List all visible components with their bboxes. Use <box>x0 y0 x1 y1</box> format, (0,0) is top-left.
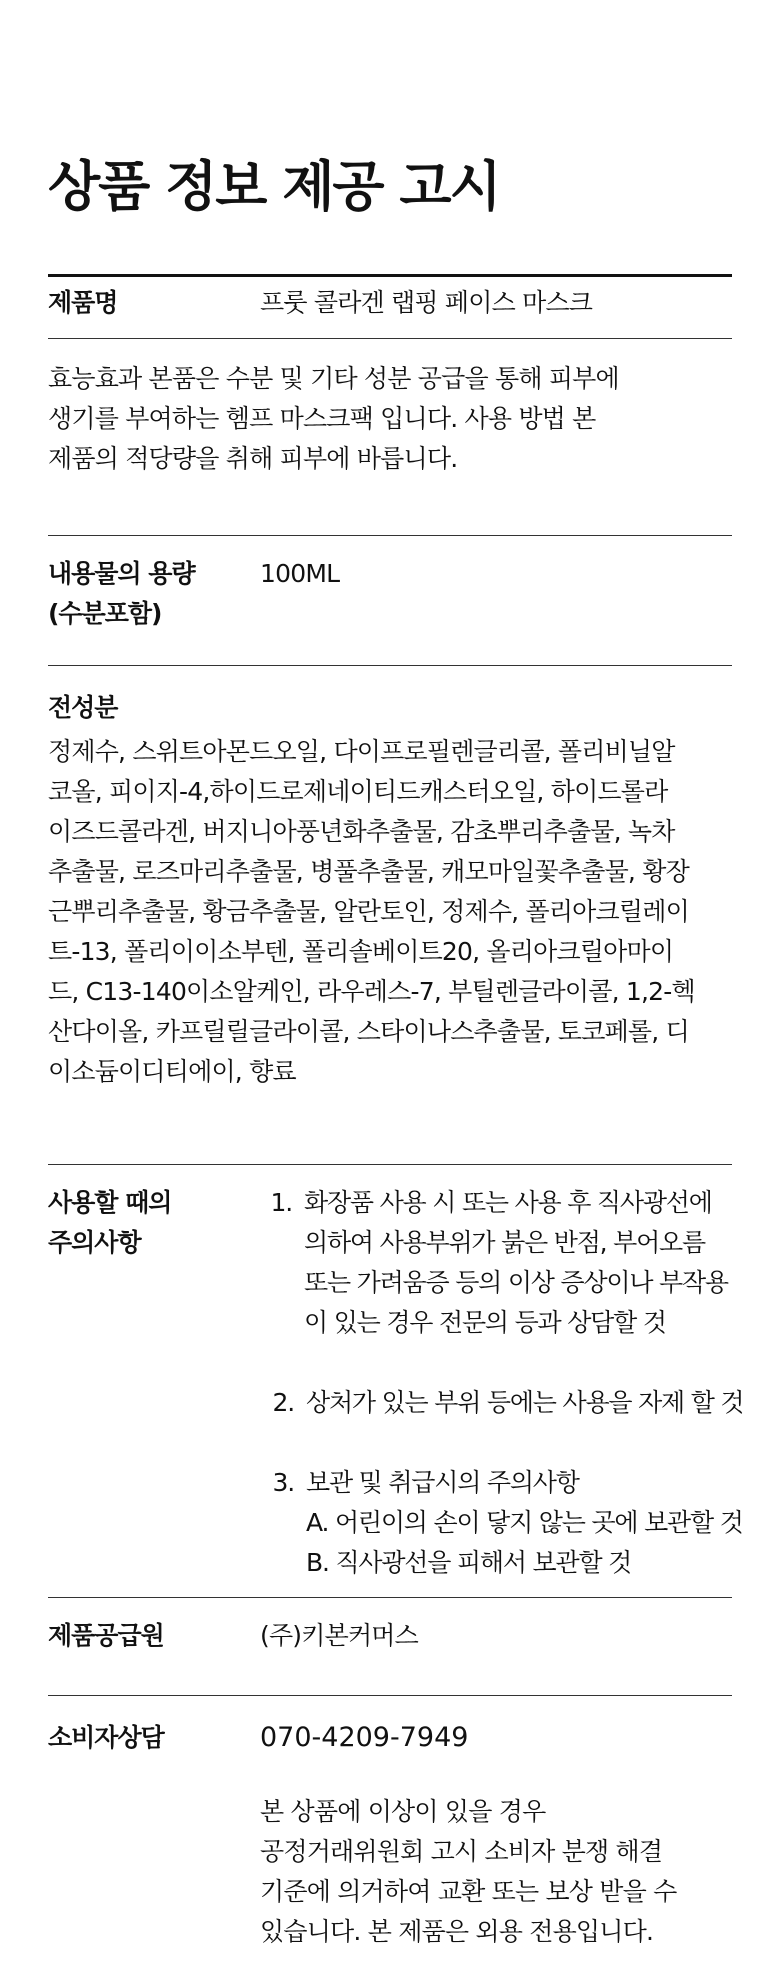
ingredients-line: 코올, 피이지-4,하이드로제네이티드캐스터오일, 하이드롤라 <box>48 777 668 806</box>
supplier-label: 제품공급원 <box>48 1621 164 1650</box>
supplier-value: (주)키본커머스 <box>260 1621 419 1650</box>
page-title: 상품 정보 제공 고시 <box>48 155 500 218</box>
caution-subline: B. 직사광선을 피해서 보관할 것 <box>306 1548 632 1577</box>
consult-phone: 070-4209-7949 <box>260 1722 469 1753</box>
consult-note-line: 기준에 의거하여 교환 또는 보상 받을 수 <box>260 1877 677 1906</box>
caution-item-number: 3. <box>272 1468 294 1497</box>
caution-line: 또는 가려움증 등의 이상 증상이나 부작용 <box>304 1268 728 1297</box>
caution-item-text <box>296 1463 743 1583</box>
effect-section <box>48 339 732 535</box>
ingredients-line: 트-13, 폴리이이소부텐, 폴리솔베이트20, 올리아크릴아마이 <box>48 937 674 966</box>
effect-line: 제품의 적당량을 취해 피부에 바릅니다. <box>48 444 458 473</box>
ingredients-line: 이즈드콜라겐, 버지니아풍년화추출물, 감초뿌리추출물, 녹차 <box>48 817 675 846</box>
volume-label <box>48 554 260 665</box>
caution-line: 의하여 사용부위가 붉은 반점, 부어오름 <box>304 1228 705 1257</box>
caution-item <box>260 1383 743 1423</box>
volume-label-line: 내용물의 용량 <box>48 559 195 588</box>
supplier-row <box>48 1598 732 1695</box>
caution-item-text <box>296 1383 743 1423</box>
consult-body <box>260 1718 732 1952</box>
volume-row <box>48 536 732 665</box>
ingredients-line: 이소듐이디티에이, 향료 <box>48 1057 296 1086</box>
consult-row <box>48 1696 732 1952</box>
ingredients-line: 정제수, 스위트아몬드오일, 다이프로필렌글리콜, 폴리비닐알 <box>48 737 675 766</box>
volume-label-line: (수분포함) <box>48 599 162 628</box>
caution-item <box>260 1183 743 1343</box>
caution-line: 이 있는 경우 전문의 등과 상담할 것 <box>304 1308 666 1337</box>
consult-note-line: 본 상품에 이상이 있을 경우 <box>260 1797 546 1826</box>
consult-label: 소비자상담 <box>48 1723 164 1752</box>
caution-item-number: 1. <box>270 1188 292 1217</box>
caution-label-line: 주의사항 <box>48 1228 141 1257</box>
ingredients-line: 산다이올, 카프릴릴글라이콜, 스타이나스추출물, 토코페롤, 디 <box>48 1017 689 1046</box>
caution-item <box>260 1463 743 1583</box>
caution-subline: A. 어린이의 손이 닿지 않는 곳에 보관할 것 <box>306 1508 743 1537</box>
ingredients-line: 드, C13-140이소알케인, 라우레스-7, 부틸렌글라이콜, 1,2-헥 <box>48 977 695 1006</box>
effect-line: 생기를 부여하는 헴프 마스크팩 입니다. 사용 방법 본 <box>48 404 596 433</box>
volume-value: 100ML <box>260 559 340 588</box>
caution-list <box>260 1183 743 1597</box>
ingredients-text <box>48 732 732 1092</box>
effect-text <box>48 359 732 479</box>
caution-row <box>48 1165 744 1597</box>
consult-note <box>260 1792 732 1952</box>
caution-item-text <box>294 1183 743 1343</box>
effect-line: 효능효과 본품은 수분 및 기타 성분 공급을 통해 피부에 <box>48 364 619 393</box>
consult-note-line: 공정거래위원회 고시 소비자 분쟁 해결 <box>260 1837 663 1866</box>
product-name-label: 제품명 <box>48 288 118 317</box>
product-name-value: 프룻 콜라겐 랩핑 페이스 마스크 <box>260 288 593 317</box>
caution-item-number: 2. <box>272 1388 294 1417</box>
caution-line: 상처가 있는 부위 등에는 사용을 자제 할 것 <box>306 1388 744 1417</box>
ingredients-label: 전성분 <box>48 693 118 722</box>
product-name-row <box>48 277 732 338</box>
ingredients-line: 추출물, 로즈마리추출물, 병풀추출물, 캐모마일꽃추출물, 황장 <box>48 857 689 886</box>
caution-line: 보관 및 취급시의 주의사항 <box>306 1468 579 1497</box>
caution-label-line: 사용할 때의 <box>48 1188 172 1217</box>
caution-label <box>48 1183 260 1597</box>
consult-note-line: 있습니다. 본 제품은 외용 전용입니다. <box>260 1917 654 1946</box>
caution-line: 화장품 사용 시 또는 사용 후 직사광선에 <box>304 1188 712 1217</box>
ingredients-section <box>48 666 732 1164</box>
ingredients-line: 근뿌리추출물, 황금추출물, 알란토인, 정제수, 폴리아크릴레이 <box>48 897 689 926</box>
